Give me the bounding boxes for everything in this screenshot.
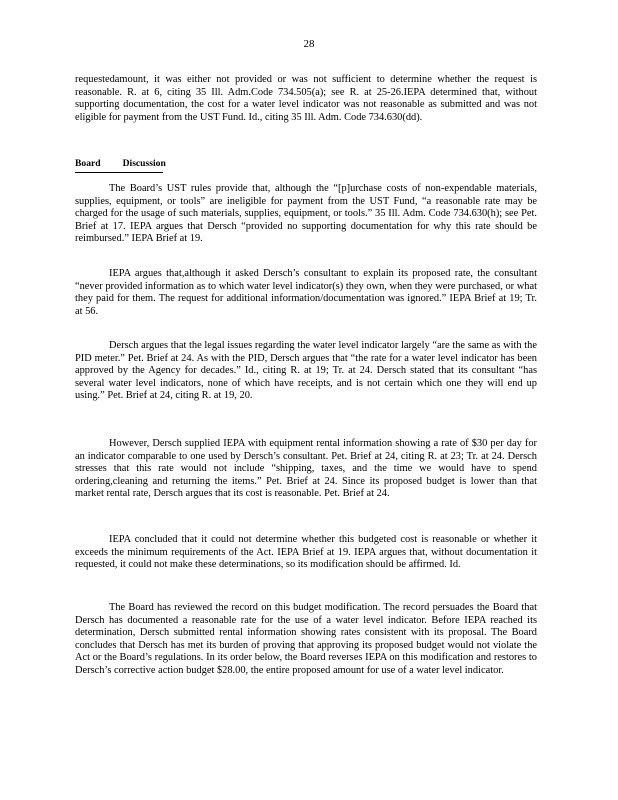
paragraph-iepa-concluded: IEPA concluded that it could not determine whether this budgeted cost is reasonable or whether it exceeds the minimum requirements of the Act. IEPA Brief at 19. IEPA argues that, without documentation it requested, it could not make these determinations, so its modification should be affirmed. Id. xyxy=(75,534,537,571)
paragraph-continuation: requestedamount, it was either not provided or was not sufficient to determine whether the request is reasonable. R. at 6, citing 35 Ill. Adm.Code 734.505(a); see R. at 25-26.IEPA determined that, without supporting documentation, the cost for a water level indicator was not reasonable as submitted and was not eligible for payment from the UST Fund. Id., citing 35 Ill. Adm. Code 734.630(dd). xyxy=(75,74,537,123)
heading-word-discussion: Discussion xyxy=(122,158,166,169)
section-heading xyxy=(75,158,166,173)
heading-word-board: Board xyxy=(75,158,101,169)
paragraph-dersch-argues: Dersch argues that the legal issues regarding the water level indicator largely “are the same as with the PID meter.” Pet. Brief at 24. As with the PID, Dersch argues that “the rate for a water level indicator has been approved by the Agency for decades.” Id., citing R. at 19; Tr. at 24. Dersch stated that its consultant “has several water level indicators, none of which have receipts, and is not certain which one they will end up using.” Pet. Brief at 24, citing R. at 19, 20. xyxy=(75,340,537,402)
paragraph-iepa-argues: IEPA argues that,although it asked Dersch’s consultant to explain its proposed rate, the consultant “never provided information as to which water level indicator(s) they own, when they were purchased, or what they paid for them. The request for additional information/documentation was ignored.” IEPA Brief at 19; Tr. at 56. xyxy=(75,268,537,317)
paragraph-board-conclusion: The Board has reviewed the record on this budget modification. The record persuades the Board that Dersch has documented a reasonable rate for the use of a water level indicator. Before IEPA reached its determination, Dersch submitted rental information showing rates consistent with its proposal. The Board concludes that Dersch has met its burden of proving that approving its proposed budget would not violate the Act or the Board’s regulations. In its order below, the Board reverses IEPA on this modification and restores to Dersch’s corrective action budget $28.00, the entire proposed amount for use of a water level indicator. xyxy=(75,602,537,676)
paragraph-ust-rules: The Board’s UST rules provide that, although the “[p]urchase costs of non-expendable materials, supplies, equipment, or tools” are ineligible for payment from the UST Fund, “a reasonable rate may be charged for the usage of such materials, supplies, equipment, or tools.” 35 Ill. Adm. Code 734.630(h); see Pet. Brief at 17. IEPA argues that Dersch “provided no supporting documentation for why this rate should be reimbursed.” IEPA Brief at 19. xyxy=(75,183,537,245)
paragraph-rental-information: However, Dersch supplied IEPA with equipment rental information showing a rate of $30 per day for an indicator comparable to one used by Dersch’s consultant. Pet. Brief at 24, citing R. at 23; Tr. at 24. Dersch stresses that this rate would not include “shipping, taxes, and the time we would have to spend ordering,cleaning and returning the items.” Pet. Brief at 24. Since its proposed budget is lower than that market rental rate, Dersch argues that its cost is reasonable. Pet. Brief at 24. xyxy=(75,438,537,500)
page-number: 28 xyxy=(303,38,315,50)
